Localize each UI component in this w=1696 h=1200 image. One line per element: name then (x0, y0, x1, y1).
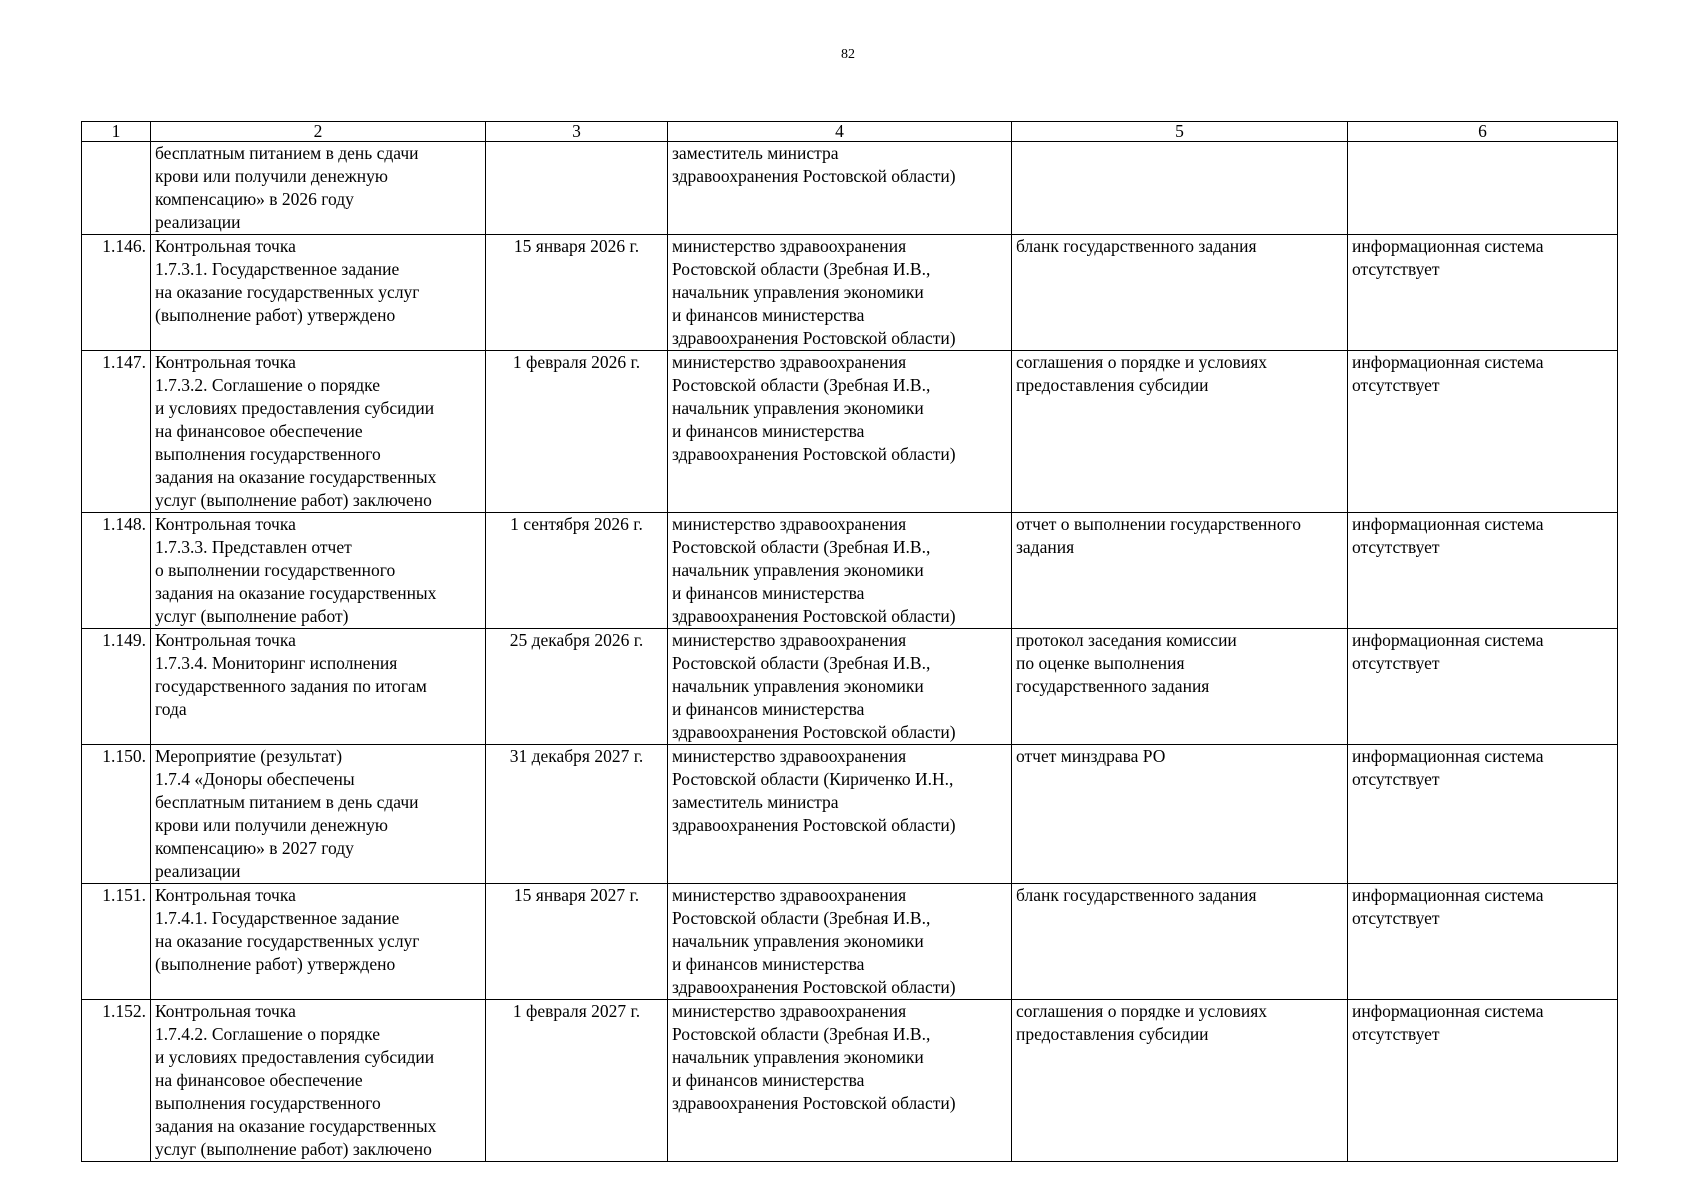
responsible-cell: министерство здравоохранения Ростовской области (Зребная И.В., начальник управления экономики и финансов министерства здравоохранения Ростовской области) (668, 884, 1012, 1000)
event-name-cell: Контрольная точка 1.7.3.4. Мониторинг исполнения государственного задания по итогам года (151, 629, 486, 745)
row-number-cell (82, 142, 151, 235)
table-header-row (82, 122, 1618, 142)
table-row (82, 629, 1618, 745)
information-system-cell: информационная система отсутствует (1348, 1000, 1618, 1162)
information-system-cell: информационная система отсутствует (1348, 745, 1618, 884)
column-header: 5 (1012, 122, 1348, 142)
event-name-cell: Контрольная точка 1.7.4.1. Государственное задание на оказание государственных услуг (выполнение работ) утверждено (151, 884, 486, 1000)
row-number-cell: 1.152. (82, 1000, 151, 1162)
table-row (82, 745, 1618, 884)
event-name-cell: Контрольная точка 1.7.4.2. Соглашение о порядке и условиях предоставления субсидии на финансовое обеспечение выполнения государственного задания на оказание государственных услуг (выполнение работ) заключено (151, 1000, 486, 1162)
row-number-cell: 1.149. (82, 629, 151, 745)
responsible-cell: министерство здравоохранения Ростовской области (Зребная И.В., начальник управления экономики и финансов министерства здравоохранения Ростовской области) (668, 235, 1012, 351)
information-system-cell: информационная система отсутствует (1348, 235, 1618, 351)
date-cell: 31 декабря 2027 г. (486, 745, 668, 884)
column-header: 6 (1348, 122, 1618, 142)
responsible-cell: министерство здравоохранения Ростовской области (Зребная И.В., начальник управления экономики и финансов министерства здравоохранения Ростовской области) (668, 351, 1012, 513)
column-header: 1 (82, 122, 151, 142)
date-cell: 1 сентября 2026 г. (486, 513, 668, 629)
table-row (82, 235, 1618, 351)
document-cell: соглашения о порядке и условиях предоставления субсидии (1012, 1000, 1348, 1162)
event-name-cell: Контрольная точка 1.7.3.2. Соглашение о порядке и условиях предоставления субсидии на финансовое обеспечение выполнения государственного задания на оказание государственных услуг (выполнение работ) заключено (151, 351, 486, 513)
page-number: 82 (841, 47, 855, 62)
row-number-cell: 1.146. (82, 235, 151, 351)
information-system-cell (1348, 142, 1618, 235)
table-row (82, 351, 1618, 513)
row-number-cell: 1.147. (82, 351, 151, 513)
column-header: 2 (151, 122, 486, 142)
information-system-cell: информационная система отсутствует (1348, 629, 1618, 745)
document-cell: протокол заседания комиссии по оценке выполнения государственного задания (1012, 629, 1348, 745)
event-name-cell: Контрольная точка 1.7.3.3. Представлен отчет о выполнении государственного задания на оказание государственных услуг (выполнение работ) (151, 513, 486, 629)
responsible-cell: министерство здравоохранения Ростовской области (Зребная И.В., начальник управления экономики и финансов министерства здравоохранения Ростовской области) (668, 1000, 1012, 1162)
information-system-cell: информационная система отсутствует (1348, 351, 1618, 513)
column-header: 4 (668, 122, 1012, 142)
date-cell: 25 декабря 2026 г. (486, 629, 668, 745)
document-cell (1012, 142, 1348, 235)
date-cell: 15 января 2027 г. (486, 884, 668, 1000)
event-name-cell: Контрольная точка 1.7.3.1. Государственное задание на оказание государственных услуг (выполнение работ) утверждено (151, 235, 486, 351)
date-cell (486, 142, 668, 235)
row-number-cell: 1.151. (82, 884, 151, 1000)
document-cell: бланк государственного задания (1012, 235, 1348, 351)
table-row (82, 1000, 1618, 1162)
responsible-cell: министерство здравоохранения Ростовской области (Зребная И.В., начальник управления экономики и финансов министерства здравоохранения Ростовской области) (668, 513, 1012, 629)
event-name-cell: Мероприятие (результат) 1.7.4 «Доноры обеспечены бесплатным питанием в день сдачи крови или получили денежную компенсацию» в 2027 году реализации (151, 745, 486, 884)
document-cell: отчет минздрава РО (1012, 745, 1348, 884)
table-row (82, 142, 1618, 235)
row-number-cell: 1.150. (82, 745, 151, 884)
document-cell: отчет о выполнении государственного задания (1012, 513, 1348, 629)
date-cell: 15 января 2026 г. (486, 235, 668, 351)
column-header: 3 (486, 122, 668, 142)
information-system-cell: информационная система отсутствует (1348, 884, 1618, 1000)
table-row (82, 513, 1618, 629)
table-body (82, 122, 1618, 1162)
row-number-cell: 1.148. (82, 513, 151, 629)
information-system-cell: информационная система отсутствует (1348, 513, 1618, 629)
document-cell: бланк государственного задания (1012, 884, 1348, 1000)
plan-table (81, 121, 1618, 1162)
event-name-cell: бесплатным питанием в день сдачи крови или получили денежную компенсацию» в 2026 году реализации (151, 142, 486, 235)
table-row (82, 884, 1618, 1000)
document-cell: соглашения о порядке и условиях предоставления субсидии (1012, 351, 1348, 513)
date-cell: 1 февраля 2026 г. (486, 351, 668, 513)
date-cell: 1 февраля 2027 г. (486, 1000, 668, 1162)
responsible-cell: министерство здравоохранения Ростовской области (Кириченко И.Н., заместитель министра здравоохранения Ростовской области) (668, 745, 1012, 884)
responsible-cell: заместитель министра здравоохранения Ростовской области) (668, 142, 1012, 235)
responsible-cell: министерство здравоохранения Ростовской области (Зребная И.В., начальник управления экономики и финансов министерства здравоохранения Ростовской области) (668, 629, 1012, 745)
